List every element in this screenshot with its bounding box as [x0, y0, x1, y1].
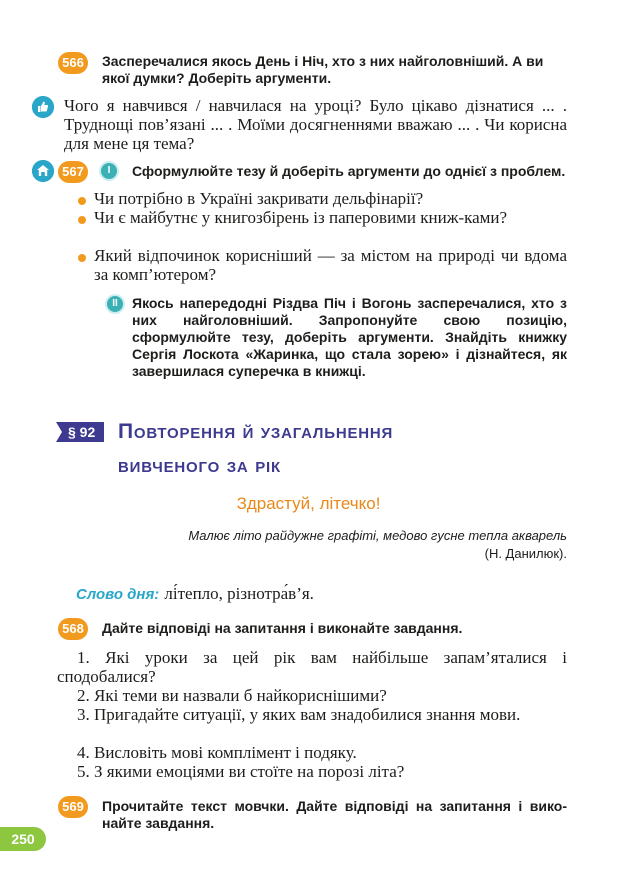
part-one-marker: I — [99, 161, 119, 181]
lesson-subtitle: Здрастуй, літечко! — [236, 494, 381, 513]
question-item: 1. Які уроки за цей рік вам найбільше запам’яталися і сподобалися? — [57, 648, 567, 686]
bullet-item: Який відпочинок корисніший — за містом на природі чи вдома за комп’ютером? — [94, 246, 567, 284]
word-of-day-label: Слово дня: — [76, 586, 160, 603]
thumbs-up-icon — [32, 96, 54, 118]
epigraph-author: (Н. Данилюк). — [484, 546, 567, 561]
task-566-text: Засперечалися якось День і Ніч, хто з них найголовніший. А ви якої думки? Доберіть аргументи. — [102, 53, 544, 86]
question-item: 5. З якими емоціями ви стоїте на порозі літа? — [77, 762, 405, 781]
task-number-568: 568 — [58, 618, 88, 640]
bullet-marker — [78, 197, 86, 205]
task-number-566: 566 — [58, 52, 88, 74]
task-568-heading: Дайте відповіді на запитання і виконайте завдання. — [102, 620, 463, 636]
section-number: § 92 — [68, 424, 96, 440]
section-title-line2: вивченого за рік — [118, 454, 281, 477]
word-of-day — [76, 584, 314, 604]
task-number-567: 567 — [58, 161, 88, 183]
bullet-item: Чи потрібно в Україні закривати дельфінарії? — [94, 189, 424, 208]
question-item: 3. Пригадайте ситуації, у яких вам знадобилися знання мови. — [77, 705, 521, 724]
question-item: 4. Висловіть мові комплімент і подяку. — [77, 743, 357, 762]
bullet-item: Чи є майбутнє у книгозбірень із паперовими книж-ками? — [94, 208, 508, 227]
task-569-text: Прочитайте текст мовчки. Дайте відповіді на запитання і вико-найте завдання. — [102, 798, 567, 831]
reflection-text: Чого я навчився / навчилася на уроці? Було цікаво дізнатися ... . Труднощі пов’язані ... . Моїми досягненнями вважаю ... . Чи корисна для мене ця тема? — [64, 96, 567, 153]
task-567-part1-text: Сформулюйте тезу й доберіть аргументи до однієї з проблем. — [132, 163, 566, 179]
question-item: 2. Які теми ви назвали б найкориснішими? — [77, 686, 387, 705]
epigraph: Малює літо райдужне графіті, медово гусне тепла акварель — [188, 528, 567, 543]
page-number: 250 — [0, 827, 46, 851]
section-marker — [56, 422, 104, 442]
bullet-marker — [78, 216, 86, 224]
home-icon — [32, 160, 54, 182]
bullet-marker — [78, 254, 86, 262]
word-of-day-value: лі́тепло, різнотра́в’я. — [164, 584, 314, 603]
section-title-line1: Повторення й узагальнення — [118, 420, 394, 443]
part-two-marker: II — [105, 294, 125, 314]
task-number-569: 569 — [58, 796, 88, 818]
task-567-part2-text: Якось напередодні Різдва Піч і Вогонь засперечалися, хто з них найголовніший. Запропонуйте свою позицію, сформулюйте тезу, доберіть аргументи. Знайдіть книжку Сергія Лоскота «Жаринка, що стала зорею» і дізнайтеся, як завершилася суперечка в книжці. — [132, 295, 567, 379]
